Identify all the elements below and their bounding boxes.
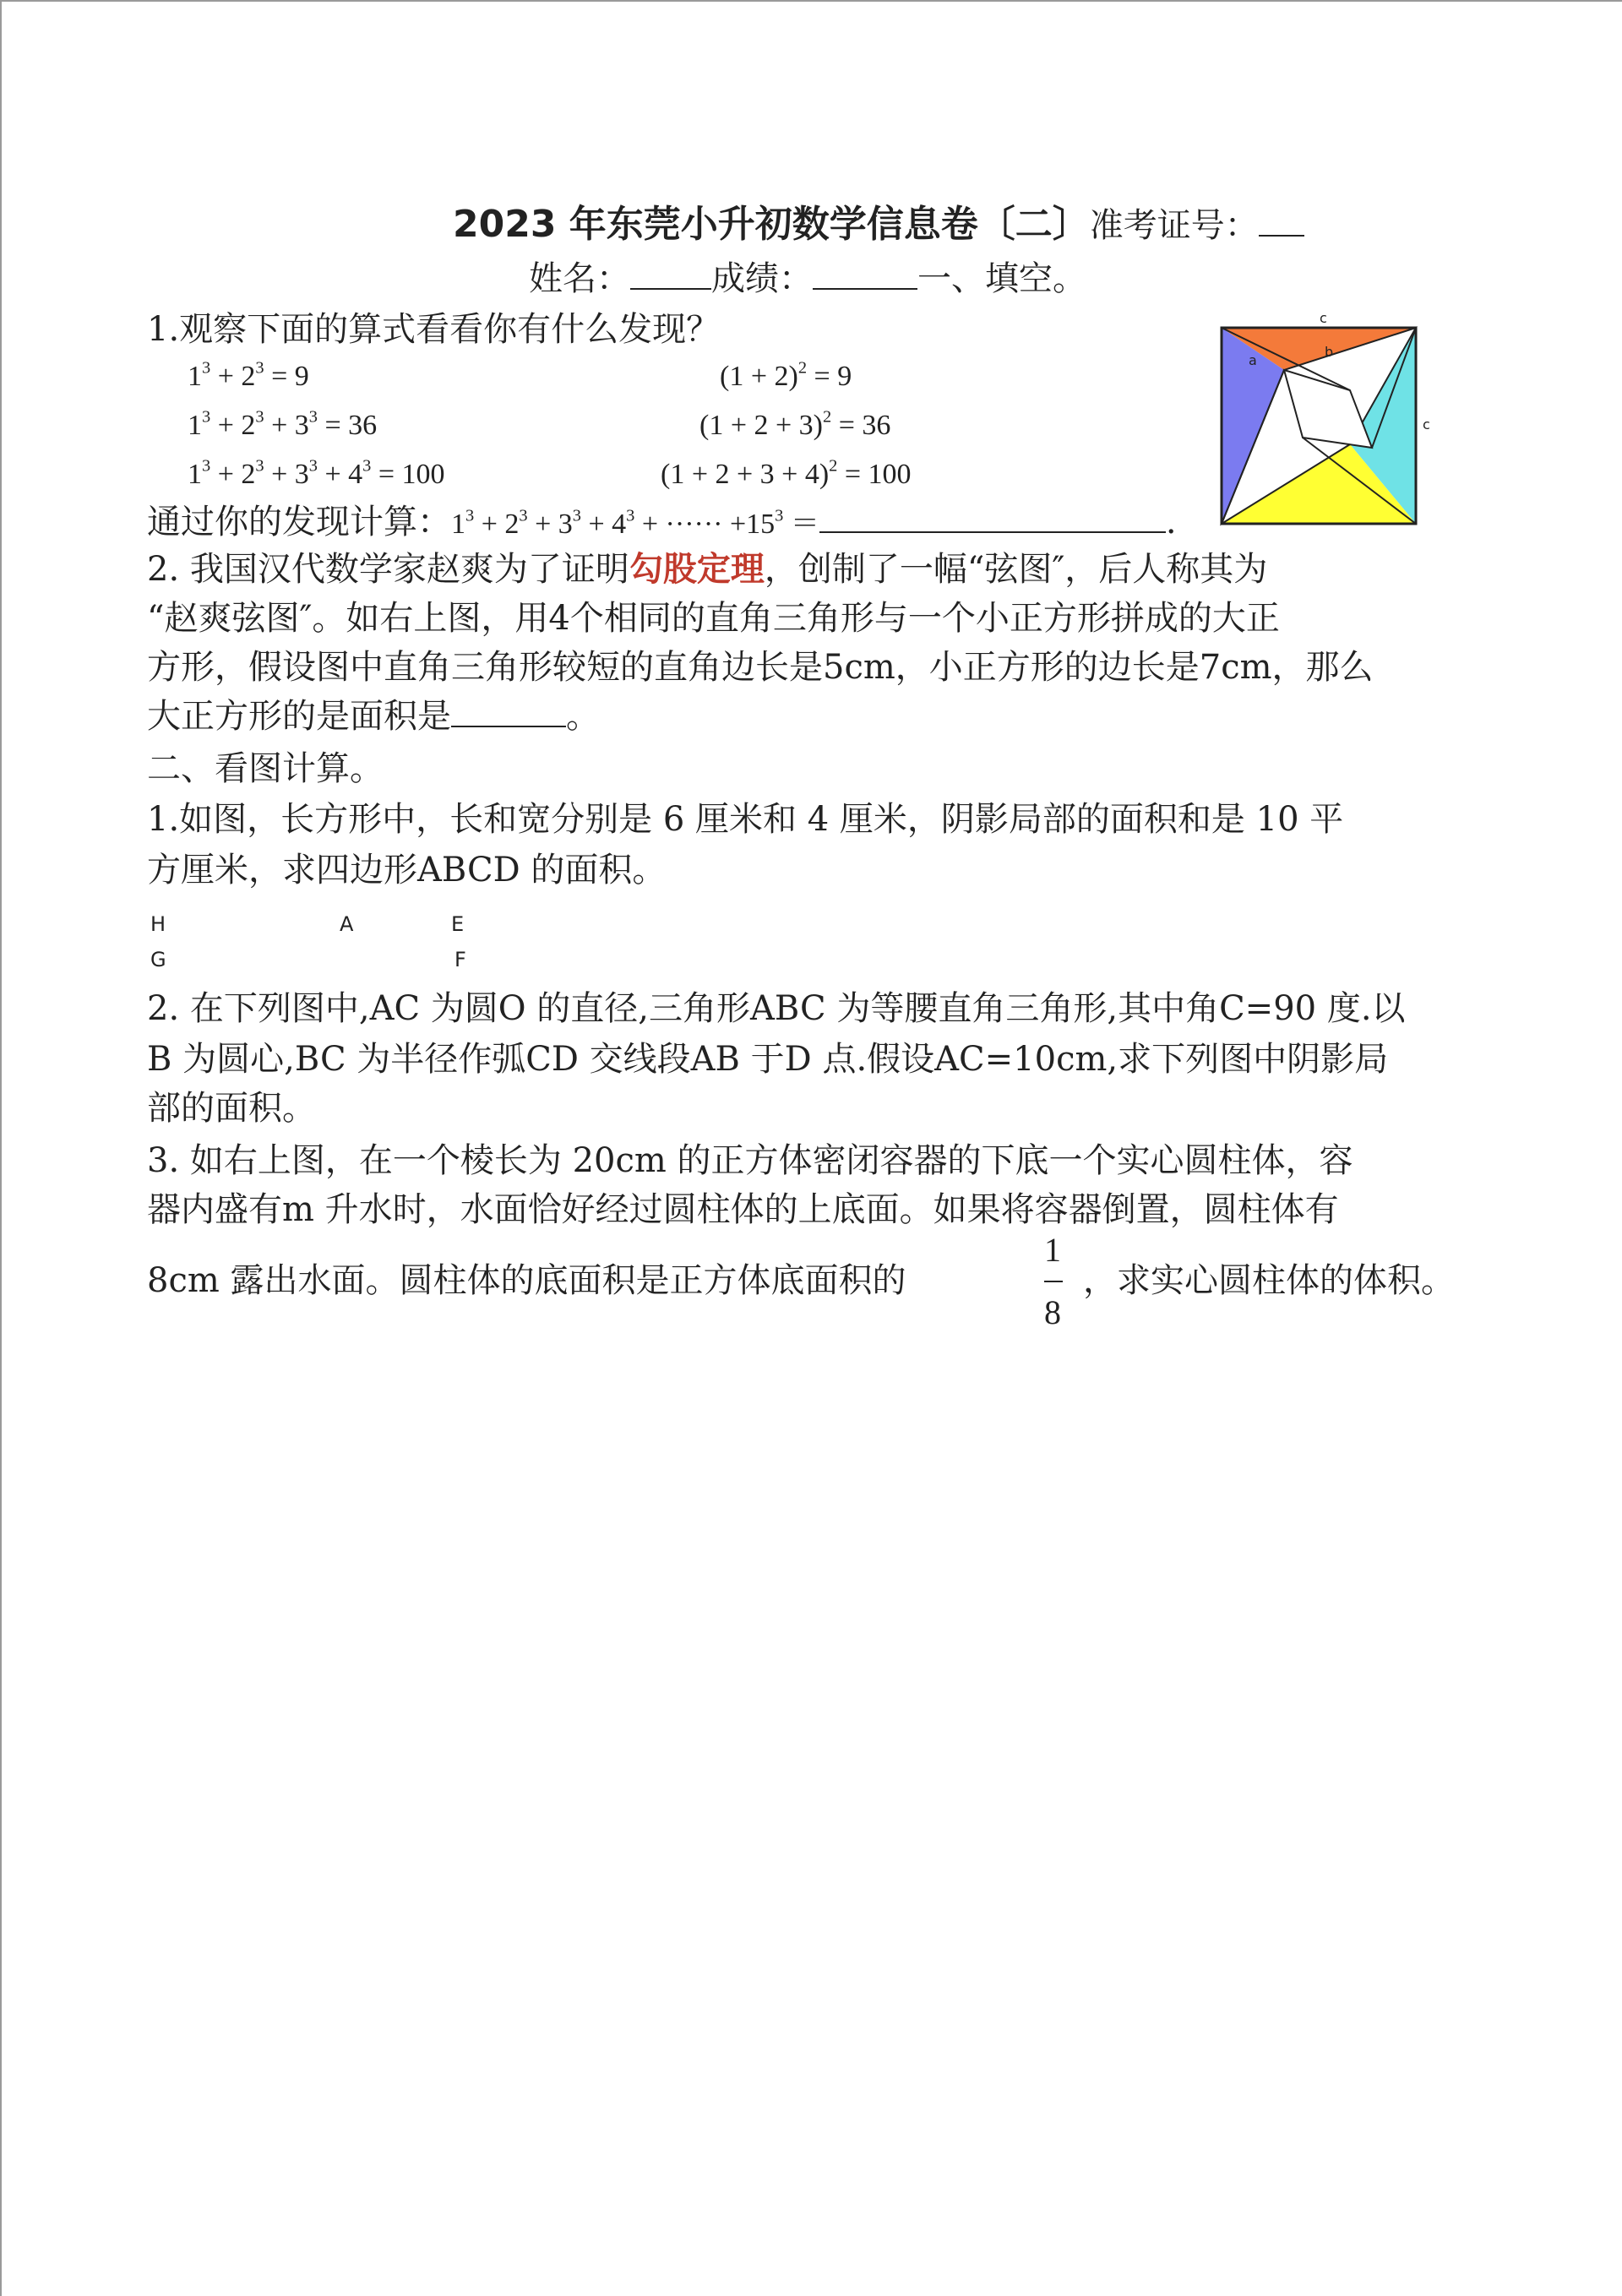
- label-F: F: [454, 948, 466, 971]
- q1-calc-line: [147, 500, 1177, 544]
- label-a: a: [1249, 352, 1257, 368]
- q2-line1-text-end: ，创制了一幅“弦图″，后人称其为: [764, 550, 1268, 589]
- label-G: G: [150, 948, 166, 971]
- name-blank: [630, 258, 711, 290]
- s2q3-line3-text: 8cm 露出水面。圆柱体的底面积是正方体底面积的: [147, 1261, 906, 1300]
- s2q1-line1: 1.如图，长方形中，长和宽分别是 6 厘米和 4 厘米，阴影局部的面积和是 10 平: [147, 800, 1344, 839]
- q1-answer-blank: [819, 501, 1166, 533]
- s2q2-line1: 2. 在下列图中,AC 为圆O 的直径,三角形ABC 为等腰直角三角形,其中角C=90 度.以: [147, 989, 1406, 1028]
- fraction-numerator: 1: [1044, 1231, 1061, 1269]
- score-blank: [813, 258, 917, 290]
- formula-left-3: $1^3 + 2^3 + 3^3 + 4^3 = 100$: [188, 456, 445, 490]
- q2-answer-blank: [451, 695, 566, 727]
- section1-heading: 一、填空。: [917, 259, 1086, 298]
- q1-prompt: 1.观察下面的算式看看你有什么发现？: [147, 310, 721, 349]
- formula-left-1: $1^3 + 2^3 = 9$: [188, 358, 309, 392]
- page-title: 2023 年东莞小升初数学信息卷〔二〕: [453, 203, 1090, 246]
- q1-calc-expr: $1^3 + 2^3 + 3^3 + 4^3$ + ······ $+15^3$ ＝: [451, 506, 819, 540]
- label-b: b: [1325, 344, 1334, 360]
- name-label: 姓名：: [529, 259, 630, 298]
- name-score-line: [529, 257, 1086, 301]
- xian-diagram: [1216, 309, 1436, 532]
- q2-line3: 方形，假设图中直角三角形较短的直角边长是5cm，小正方形的边长是7cm，那么: [147, 648, 1374, 687]
- page-border-top: [0, 0, 1622, 2]
- s2q3-line1: 3. 如右上图，在一个棱长为 20cm 的正方体密闭容器的下底一个实心圆柱体，容: [147, 1141, 1353, 1180]
- header-line: [453, 203, 1304, 248]
- fraction-denominator: 8: [1044, 1293, 1061, 1331]
- label-c-right: c: [1423, 416, 1430, 433]
- s2q2-line3: 部的面积。: [147, 1089, 316, 1128]
- q2-line2: “赵爽弦图″。如右上图，用4个相同的直角三角形与一个小正方形拼成的大正: [147, 599, 1280, 638]
- inner-square: [1284, 370, 1372, 448]
- formula-right-2: $(1 + 2 + 3)^2 = 36$: [699, 407, 891, 441]
- q2-line4-end: 。: [566, 697, 600, 736]
- label-E: E: [451, 912, 465, 936]
- pythagoras-theorem: 勾股定理: [629, 549, 765, 589]
- q2-line4: [147, 694, 600, 738]
- q2-line1: [147, 547, 1267, 591]
- exam-id-label: 准考证号：: [1089, 206, 1259, 245]
- s2q2-line2: B 为圆心,BC 为半径作弧CD 交线段AB 于D 点.假设AC=10cm,求下列图中阴影局: [147, 1040, 1389, 1079]
- label-c-top: c: [1320, 310, 1327, 326]
- exam-id-blank: [1259, 204, 1304, 237]
- formula-right-1: $(1 + 2)^2 = 9$: [720, 358, 852, 392]
- page-border-left: [0, 0, 2, 2296]
- score-label: 成绩：: [711, 259, 813, 298]
- q2-line4-text: 大正方形的是面积是: [147, 697, 451, 736]
- fraction-bar: [1044, 1281, 1063, 1282]
- s2q3-line2: 器内盛有m 升水时，水面恰好经过圆柱体的上底面。如果将容器倒置，圆柱体有: [147, 1190, 1339, 1229]
- label-H: H: [150, 912, 166, 936]
- formula-left-2: $1^3 + 2^3 + 3^3 = 36$: [188, 407, 378, 441]
- q1-calc-end: .: [1165, 503, 1177, 541]
- formula-right-3: $(1 + 2 + 3 + 4)^2 = 100$: [661, 456, 912, 490]
- label-A: A: [340, 912, 354, 936]
- q2-line1-text: 2. 我国汉代数学家赵爽为了证明: [147, 550, 629, 589]
- s2q1-line2: 方厘米，求四边形ABCD 的面积。: [147, 851, 667, 890]
- s2q3-line3-end: ，求实心圆柱体的体积。: [1083, 1261, 1455, 1300]
- q1-calc-label: 通过你的发现计算：: [147, 503, 451, 541]
- section2-heading: 二、看图计算。: [147, 749, 384, 788]
